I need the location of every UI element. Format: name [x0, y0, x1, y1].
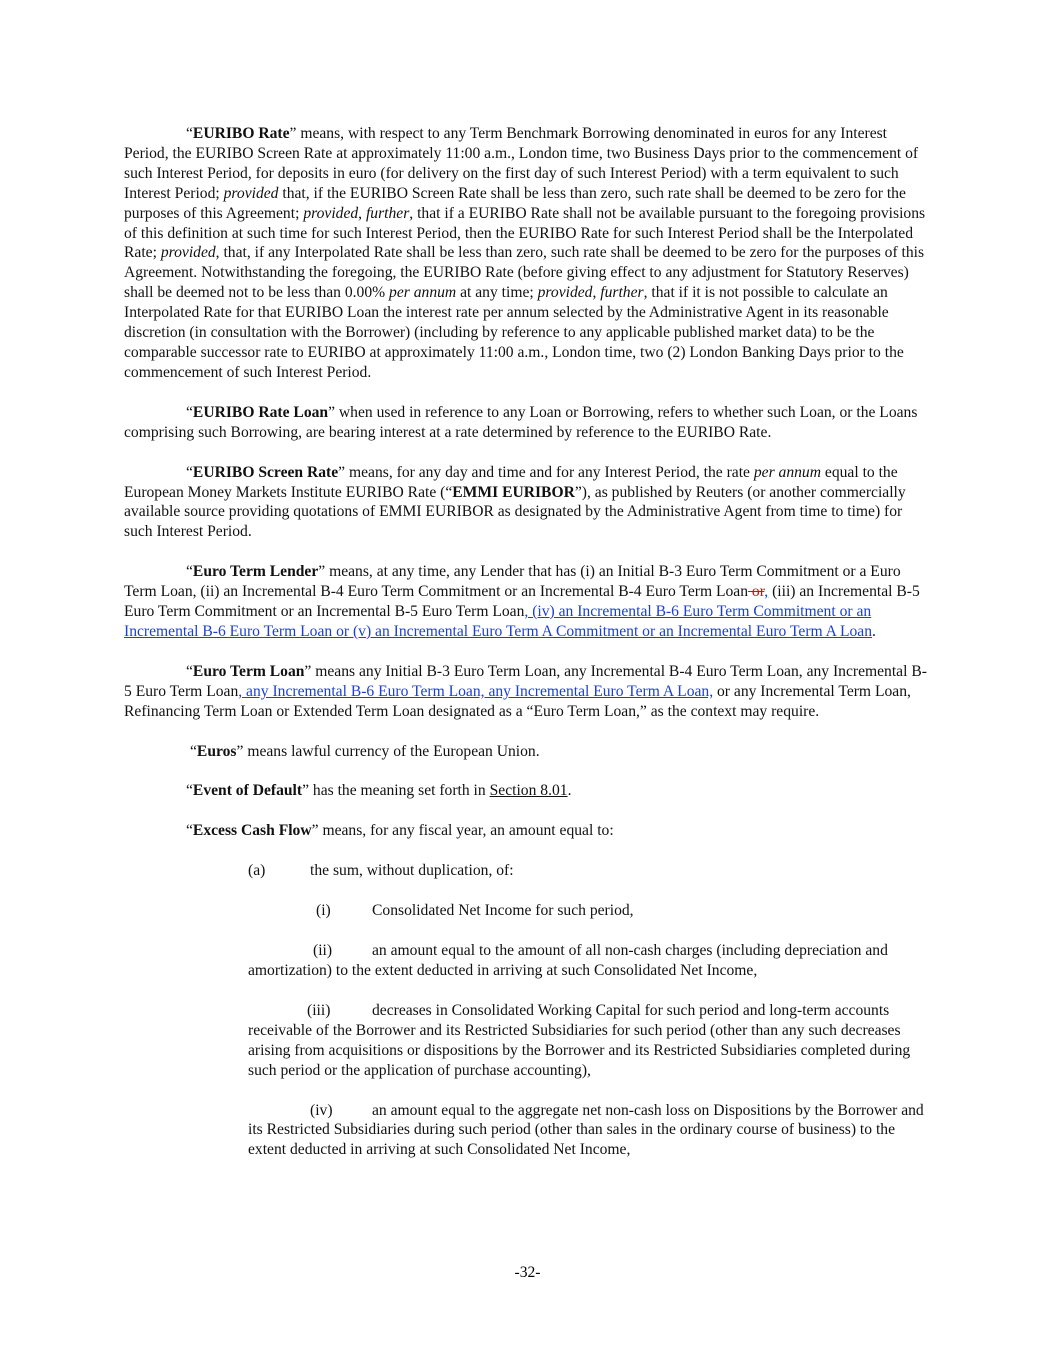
- defined-term: Excess Cash Flow: [192, 822, 312, 840]
- inserted-text: , any Incremental B-6 Euro Term Loan, any Incremental Euro Term A Loan,: [238, 682, 714, 700]
- document-page: [124, 124, 932, 1180]
- clause-i: (i) Consolidated Net Income for such period,: [316, 902, 634, 920]
- clause-number: (iii): [307, 1001, 331, 1019]
- clause-number: (a): [248, 862, 266, 880]
- defined-term: Euro Term Loan: [192, 662, 305, 680]
- definition-euros: “Euros” means lawful currency of the European Union.: [190, 742, 540, 760]
- definition-euribo-rate-loan: “EURIBO Rate Loan” when used in reference to any Loan or Borrowing, refers to whether such Loan, or the Loans comprising such Borrowing, are bearing interest at a rate determined by reference to the EURIBO Rate.: [124, 403, 918, 441]
- definition-euro-term-loan: “Euro Term Loan” means any Initial B-3 Euro Term Loan, any Incremental B-4 Euro Term Loan, any Incremental B-5 Euro Term Loan, any Incremental B-6 Euro Term Loan, any Incremental Euro Term A Loan, or any Incremental Term Loan, Refinancing Term Loan or Extended Term Loan designated as a “Euro Term Loan,” as the context may require.: [124, 662, 927, 720]
- clause-a: (a) the sum, without duplication, of:: [248, 862, 514, 880]
- defined-term: EURIBO Screen Rate: [192, 463, 339, 481]
- deleted-text: or: [748, 583, 765, 601]
- defined-term: EURIBO Rate Loan: [192, 403, 329, 421]
- defined-term: Event of Default: [192, 782, 303, 800]
- page-number: -32-: [514, 1264, 541, 1281]
- definition-euribo-rate: “EURIBO Rate” means, with respect to any Term Benchmark Borrowing denominated in euros for any Interest Period, the EURIBO Screen Rate at approximately 11:00 a.m., London time, two Business Days prior to the commencement of such Interest Period, for deposits in euro (for delivery on the first day of such Interest Period) with a term equivalent to such Interest Period; provided that, if the EURIBO Screen Rate shall be less than zero, such rate shall be deemed to be zero for the purposes of this Agreement; provided, further, that if a EURIBO Rate shall not be available pursuant to the foregoing provisions of this definition at such time for such Interest Period, then the EURIBO Rate for such Interest Period shall be the Interpolated Rate; provided, that, if any Interpolated Rate shall be less than zero, such rate shall be deemed to be zero for the purposes of this Agreement. Notwithstanding the foregoing, the EURIBO Rate (before giving effect to any adjustment for Statutory Reserves) shall be deemed not to be less than 0.00% per annum at any time; provided, further, that if it is not possible to calculate an Interpolated Rate for that EURIBO Loan the interest rate per annum selected by the Administrative Agent in its reasonable discretion (in consultation with the Borrower) (including by reference to any applicable published market data) to be the comparable successor rate to EURIBO at approximately 11:00 a.m., London time, two (2) London Banking Days prior to the commencement of such Interest Period.: [124, 125, 926, 381]
- definition-euro-term-lender: “Euro Term Lender” means, at any time, any Lender that has (i) an Initial B-3 Euro Term Commitment or a Euro Term Loan, (ii) an Incremental B-4 Euro Term Commitment or an Incremental B-4 Euro Term Loan or, (iii) an Incremental B-5 Euro Term Commitment or an Incremental B-5 Euro Term Loan, (iv) an Incremental B-6 Euro Term Commitment or an Incremental B-6 Euro Term Loan or (v) an Incremental Euro Term A Commitment or an Incremental Euro Term A Loan.: [124, 563, 920, 640]
- clause-number: (iv): [310, 1101, 333, 1119]
- defined-term: Euro Term Lender: [192, 563, 319, 581]
- clause-ii: (ii) an amount equal to the amount of all non-cash charges (including depreciation and amortization) to the extent deducted in arriving at such Consolidated Net Income,: [248, 942, 888, 979]
- inserted-text: , (iv) an Incremental B-6 Euro Term Commitment or an Incremental B-6 Euro Term Loan or (v) an Incremental Euro Term A Commitment or an Incremental Euro Term A Loan: [124, 603, 873, 640]
- definition-euribo-screen-rate: “EURIBO Screen Rate” means, for any day and time and for any Interest Period, the rate per annum equal to the European Money Markets Institute EURIBO Rate (“EMMI EURIBOR”), as published by Reuters (or another commercially available source providing quotations of EMMI EURIBOR as designated by the Administrative Agent from time to time) for such Interest Period.: [124, 463, 906, 541]
- clause-iv: (iv) an amount equal to the aggregate net non-cash loss on Dispositions by the Borrower and its Restricted Subsidiaries during such period (other than sales in the ordinary course of business) to the extent deducted in arriving at such Consolidated Net Income,: [248, 1101, 924, 1159]
- clause-iii: (iii) decreases in Consolidated Working Capital for such period and long-term accounts receivable of the Borrower and its Restricted Subsidiaries for such period (other than any such decreases arising from acquisitions or dispositions by the Borrower and its Restricted Subsidiaries completed during such period or the application of purchase accounting),: [248, 1001, 911, 1079]
- section-reference-link[interactable]: Section 8.01: [489, 782, 568, 800]
- defined-term: EURIBO Rate: [192, 125, 290, 142]
- definition-excess-cash-flow: “Excess Cash Flow” means, for any fiscal year, an amount equal to:: [186, 822, 614, 840]
- clause-number: (i): [316, 902, 331, 920]
- clause-number: (ii): [313, 942, 333, 960]
- definition-event-of-default: “Event of Default” has the meaning set forth in Section 8.01.: [186, 782, 572, 800]
- defined-term: Euros: [196, 742, 237, 760]
- inserted-text: ,: [764, 583, 769, 601]
